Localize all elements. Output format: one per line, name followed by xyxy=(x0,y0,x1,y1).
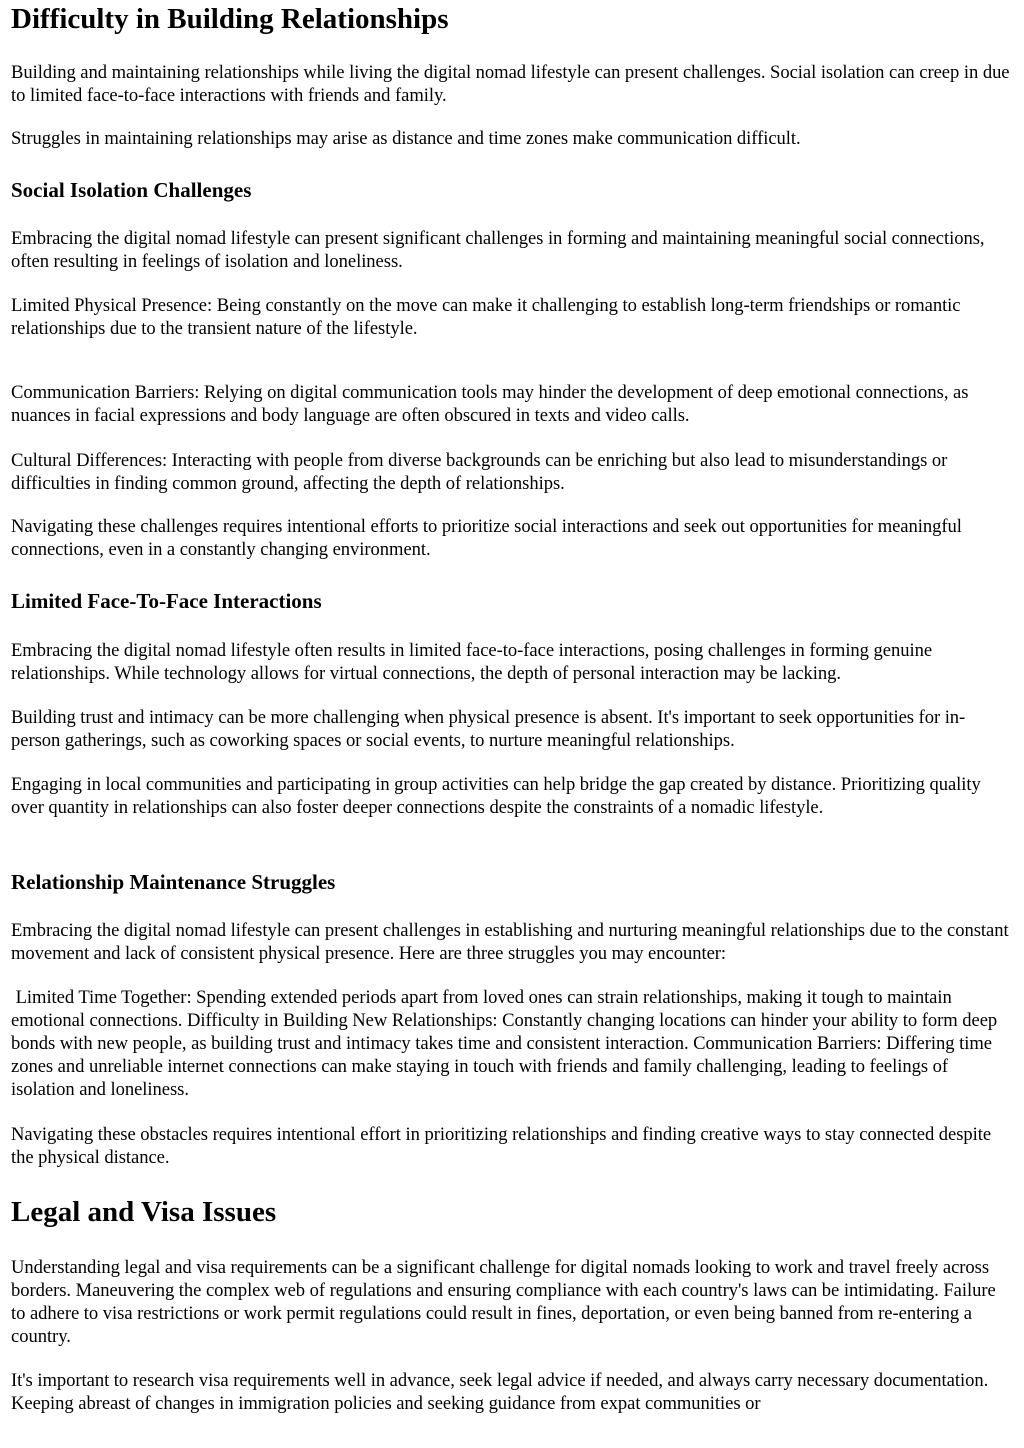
section-paragraph: Understanding legal and visa requirements can be a significant challenge for digital nomads looking to work and travel freely across borders. Maneuvering the complex web of regulations and ensuring compliance with each country's laws can be intimidating. Failure to adhere to visa restrictions or work permit regulations could result in fines, deportation, or even being banned from re-entering a country. xyxy=(11,1257,996,1347)
section-paragraph: Building trust and intimacy can be more challenging when physical presence is absent. It's important to seek opportunities for in-person gatherings, such as coworking spaces or social events, to nurture meaningful relationships. xyxy=(11,707,966,751)
section-paragraph: Communication Barriers: Relying on digital communication tools may hinder the development of deep emotional connections, as nuances in facial expressions and body language are often obscured in texts and video calls. xyxy=(11,382,969,426)
section-paragraph: Engaging in local communities and participating in group activities can help bridge the gap created by distance. Prioritizing quality over quantity in relationships can also foster deeper connections despite the constraints of a nomadic lifestyle. xyxy=(11,774,981,818)
intro-paragraph-2: Struggles in maintaining relationships may arise as distance and time zones make communication difficult. xyxy=(11,128,801,149)
section-paragraph: Embracing the digital nomad lifestyle often results in limited face-to-face interactions, posing challenges in forming genuine relationships. While technology allows for virtual connections, the depth of personal interaction may be lacking. xyxy=(11,640,933,684)
section-paragraph: Limited Time Together: Spending extended periods apart from loved ones can strain relationships, making it tough to maintain emotional connections. Difficulty in Building New Relationships: Constantly changing locations can hinder your ability to form deep bonds with new people, as building trust and intimacy takes time and consistent interaction. Communication Barriers: Differing time zones and unreliable internet connections can make staying in touch with friends and family challenging, leading to feelings of isolation and loneliness. xyxy=(11,987,1002,1100)
section-heading-social-isolation: Social Isolation Challenges xyxy=(11,178,252,202)
section-paragraph: Embracing the digital nomad lifestyle can present challenges in establishing and nurturing meaningful relationships due to the constant movement and lack of consistent physical presence. Here are three struggles you may encounter: xyxy=(11,920,1009,964)
page-title: Difficulty in Building Relationships xyxy=(11,3,449,35)
section-title-legal-visa: Legal and Visa Issues xyxy=(11,1196,277,1228)
section-paragraph: Navigating these challenges requires intentional efforts to prioritize social interactions and seek out opportunities for meaningful connections, even in a constantly changing environment. xyxy=(11,516,962,560)
intro-paragraph-1: Building and maintaining relationships while living the digital nomad lifestyle can present challenges. Social isolation can creep in due to limited face-to-face interactions with friends and family. xyxy=(11,62,1010,106)
section-paragraph: It's important to research visa requirements well in advance, seek legal advice if needed, and always carry necessary documentation. Keeping abreast of changes in immigration policies and seeking guidance from expat communities or xyxy=(11,1370,989,1414)
section-paragraph: Cultural Differences: Interacting with people from diverse backgrounds can be enriching but also lead to misunderstandings or difficulties in finding common ground, affecting the depth of relationships. xyxy=(11,450,948,494)
section-paragraph: Limited Physical Presence: Being constantly on the move can make it challenging to establish long-term friendships or romantic relationships due to the transient nature of the lifestyle. xyxy=(11,295,961,339)
section-heading-face-to-face: Limited Face-To-Face Interactions xyxy=(11,589,322,613)
section-paragraph: Embracing the digital nomad lifestyle can present significant challenges in forming and maintaining meaningful social connections, often resulting in feelings of isolation and loneliness. xyxy=(11,228,985,272)
section-heading-relationship-maintenance: Relationship Maintenance Struggles xyxy=(11,870,336,894)
section-paragraph: Navigating these obstacles requires intentional effort in prioritizing relationships and finding creative ways to stay connected despite the physical distance. xyxy=(11,1124,992,1168)
